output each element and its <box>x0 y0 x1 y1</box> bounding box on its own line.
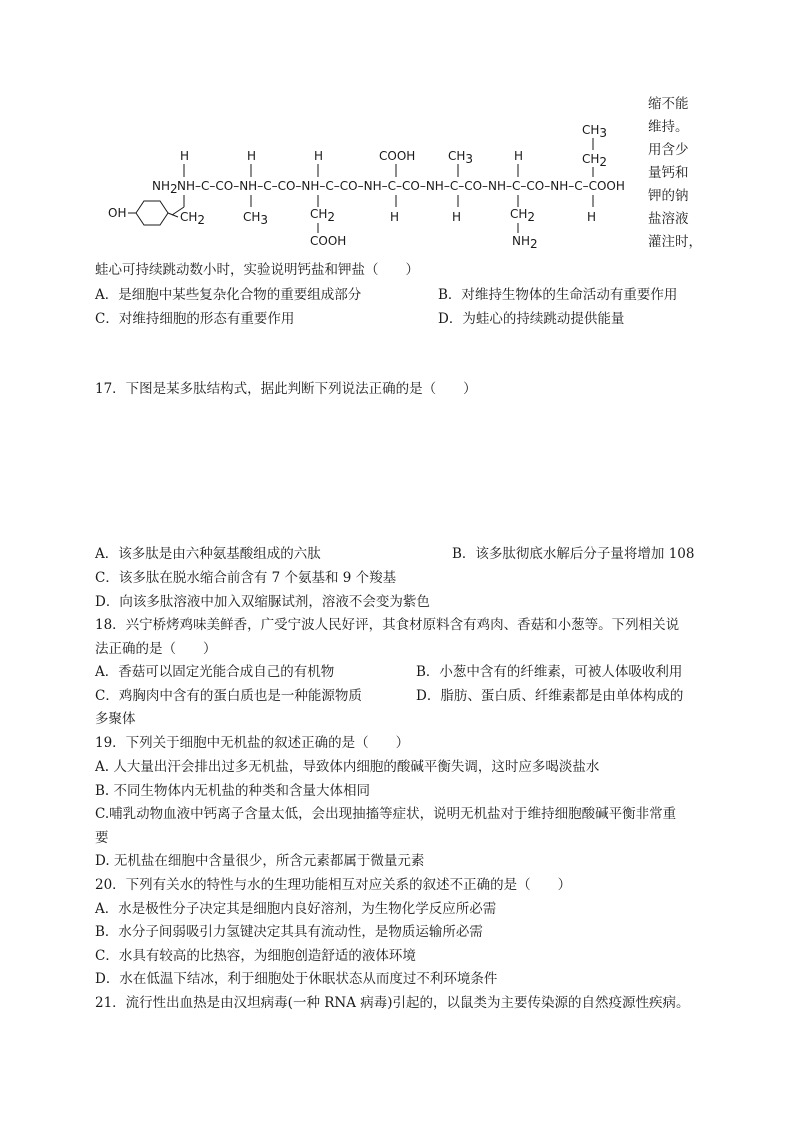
q20-option-c: C．水具有较高的比热容，为细胞创造舒适的液体环境 <box>95 948 416 964</box>
formula-ch2-lys: CH2 <box>510 207 536 224</box>
q16-option-b: B．对维持生物体的生命活动有重要作用 <box>438 287 678 303</box>
formula-cooh-bottom: COOH <box>310 234 347 248</box>
side-text-line: 用含少 <box>648 142 689 158</box>
formula-h-3: H <box>314 149 324 163</box>
q18-option-b: B．小葱中含有的纤维素，可被人体吸收利用 <box>416 664 683 680</box>
side-text-line: 缩不能 <box>648 96 689 112</box>
side-text-line: 维持。 <box>648 119 689 135</box>
side-text-column <box>648 93 708 254</box>
formula-main-chain: NH–C–CO–NH–C–CO–NH–C–CO–NH–C–CO–NH–C–CO–NH–C–CO–NH–C–COOH <box>177 179 625 193</box>
q18-stem-line1: 18．兴宁桥烤鸡味美鲜香，广受宁波人民好评，其食材原料含有鸡肉、香菇和小葱等。下列相关说 <box>95 617 680 633</box>
formula-nh2-bottom: NH2 <box>512 234 538 251</box>
q19-option-d: D. 无机盐在细胞中含量很少，所含元素都属于微量元素 <box>95 853 425 869</box>
q21-stem: 21．流行性出血热是由汉坦病毒(一种 RNA 病毒)引起的，以鼠类为主要传染源的自然疫源性疾病。 <box>95 995 690 1011</box>
q17-option-a: A．该多肽是由六种氨基酸组成的六肽 <box>95 546 321 562</box>
q19-option-a: A. 人大量出汗会排出过多无机盐，导致体内细胞的酸碱平衡失调，这时应多喝淡盐水 <box>95 759 600 775</box>
formula-ch3-top: CH3 <box>582 123 608 140</box>
q17-stem: 17．下图是某多肽结构式，据此判断下列说法正确的是（ ） <box>95 381 477 397</box>
q18-option-d-line2: 多聚体 <box>95 711 136 727</box>
q16-option-c: C．对维持细胞的形态有重要作用 <box>95 311 295 327</box>
formula-h-7-low: H <box>587 210 597 224</box>
q16-stem: 蛙心可持续跳动数小时，实验说明钙盐和钾盐（ ） <box>95 262 419 278</box>
formula-oh: OH <box>108 206 127 220</box>
formula-cooh-top: COOH <box>379 149 416 163</box>
q18-option-c: C．鸡胸肉中含有的蛋白质也是一种能源物质 <box>95 688 362 704</box>
q20-option-b: B．水分子间弱吸引力氢键决定其具有流动性，是物质运输所必需 <box>95 924 483 940</box>
q18-option-a: A．香菇可以固定光能合成自己的有机物 <box>95 664 335 680</box>
q18-option-d-line1: D．脂肪、蛋白质、纤维素都是由单体构成的 <box>416 688 684 704</box>
q17-option-b: B．该多肽彻底水解后分子量将增加 108 <box>452 546 695 562</box>
q20-option-a: A．水是极性分子决定其是细胞内良好溶剂，为生物化学反应所必需 <box>95 901 497 917</box>
q19-stem: 19．下列关于细胞中无机盐的叙述正确的是（ ） <box>95 735 410 751</box>
q19-option-c-line2: 要 <box>95 830 109 846</box>
q19-option-b: B. 不同生物体内无机盐的种类和含量大体相同 <box>95 783 371 799</box>
q20-option-d: D．水在低温下结冰，利于细胞处于休眠状态从而度过不利环境条件 <box>95 971 498 987</box>
formula-ch3-low: CH3 <box>243 210 269 227</box>
formula-h-5-low: H <box>452 210 462 224</box>
formula-ch3-mid: CH3 <box>448 149 474 166</box>
q17-option-d: D．向该多肽溶液中加入双缩脲试剂，溶液不会变为紫色 <box>95 594 430 610</box>
formula-h-1: H <box>180 149 190 163</box>
formula-nh2-start: NH2 <box>152 179 178 196</box>
q20-stem: 20．下列有关水的特性与水的生理功能相互对应关系的叙述不正确的是（ ） <box>95 877 572 893</box>
q18-stem-line2: 法正确的是（ ） <box>95 641 217 657</box>
polypeptide-structure-figure <box>100 115 645 255</box>
side-text-line: 盐溶液 <box>648 211 689 227</box>
formula-h-4-low: H <box>390 210 400 224</box>
q16-option-a: A．是细胞中某些复杂化合物的重要组成部分 <box>95 287 362 303</box>
q17-option-c: C．该多肽在脱水缩合前含有 7 个氨基和 9 个羧基 <box>95 570 397 586</box>
formula-ch2-asp: CH2 <box>310 207 336 224</box>
formula-ch2-tyr: CH2 <box>180 210 206 227</box>
formula-h-6: H <box>514 149 524 163</box>
formula-h-2: H <box>247 149 257 163</box>
q16-option-d: D．为蛙心的持续跳动提供能量 <box>438 311 625 327</box>
formula-ch2-top: CH2 <box>582 152 608 169</box>
side-text-line: 灌注时， <box>648 234 702 250</box>
q19-option-c-line1: C.哺乳动物血液中钙离子含量太低，会出现抽搐等症状，说明无机盐对于维持细胞酸碱平衡非常重 <box>95 806 677 822</box>
benzene-ring <box>136 201 168 225</box>
side-text-line: 钾的钠 <box>648 188 689 204</box>
side-text-line: 量钙和 <box>648 165 689 181</box>
